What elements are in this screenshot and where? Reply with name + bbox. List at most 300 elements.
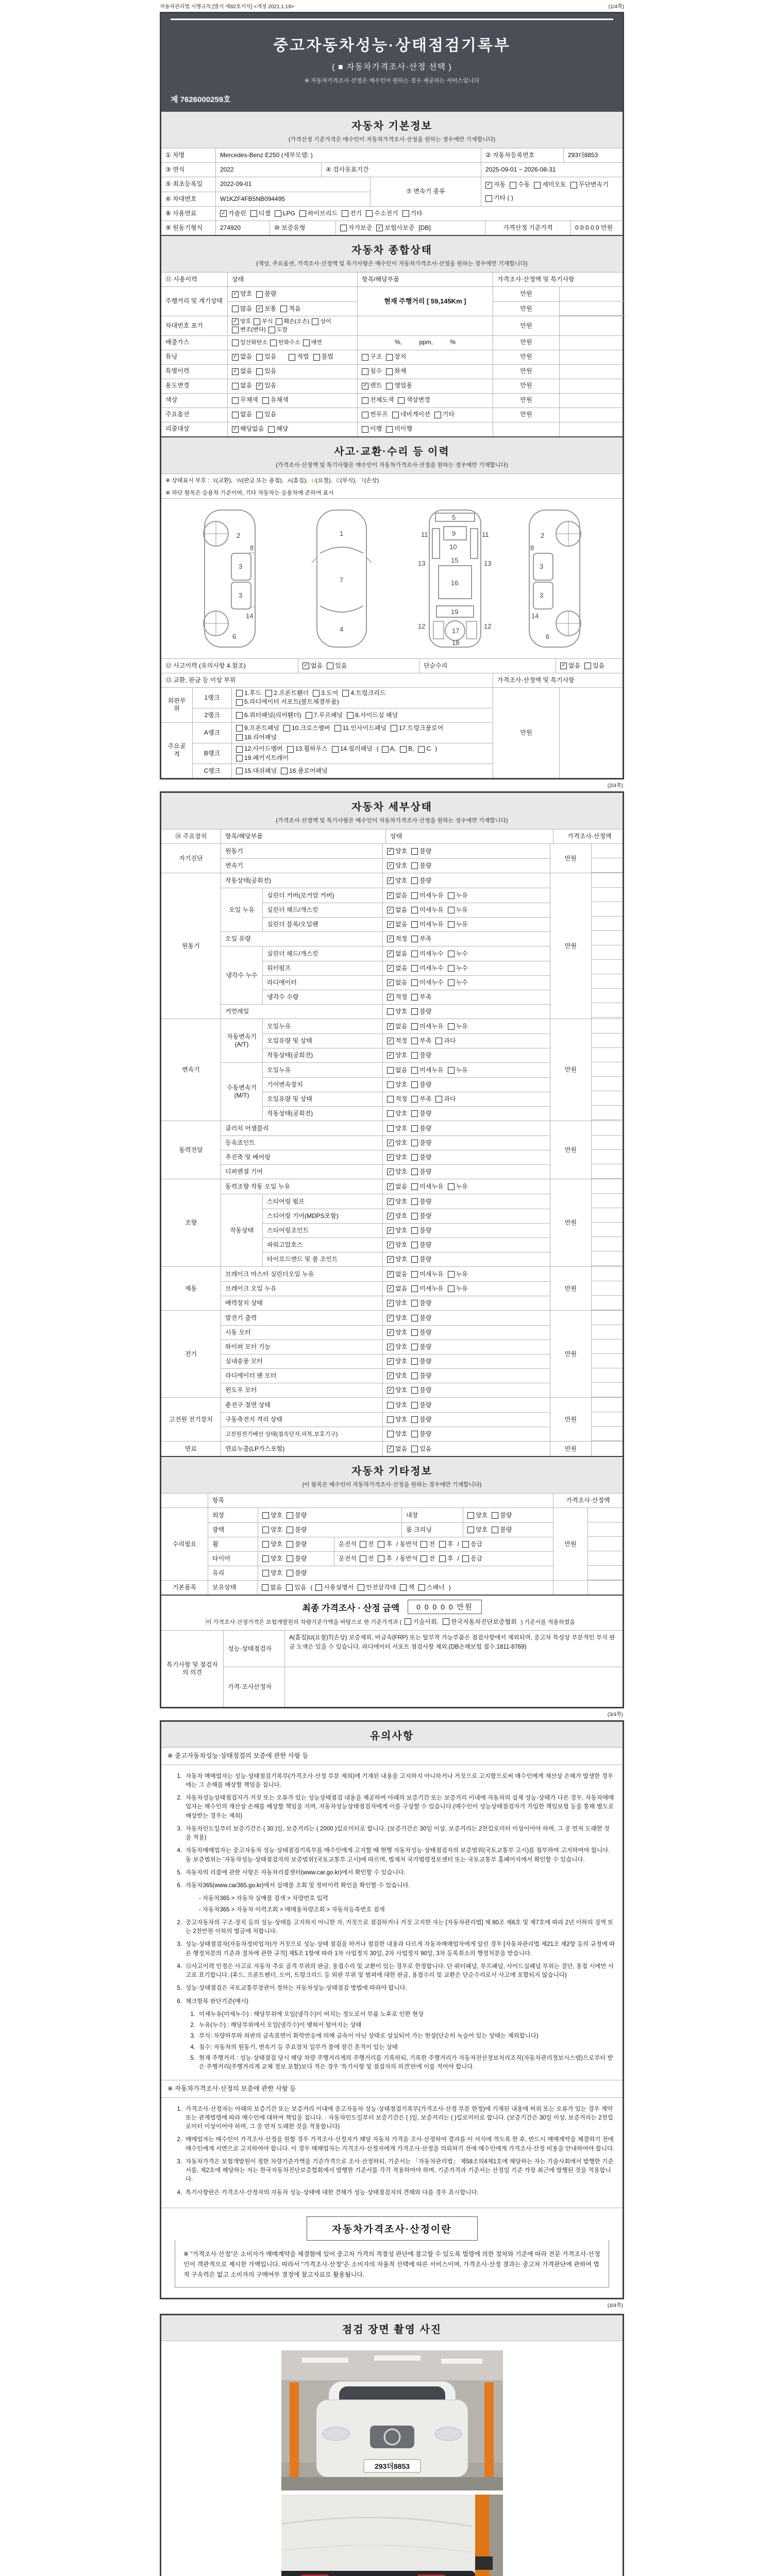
option-label: 적정 — [395, 935, 408, 943]
row-basic-items — [161, 1580, 623, 1595]
checkbox-option[interactable] — [387, 935, 407, 943]
checkbox-option[interactable] — [411, 1372, 431, 1380]
checkbox-icon — [387, 1096, 394, 1103]
checkbox-option[interactable] — [256, 353, 276, 361]
checkbox-icon — [411, 979, 418, 986]
checkbox-option[interactable] — [254, 318, 273, 325]
checkbox-option[interactable] — [327, 662, 347, 670]
status-options — [382, 859, 550, 873]
checkbox-option[interactable] — [402, 210, 423, 218]
checkbox-option[interactable] — [439, 1555, 453, 1563]
checkbox-option[interactable] — [262, 1512, 282, 1520]
label-recall: 리콜대상 — [165, 425, 190, 433]
remarks-cell — [591, 1442, 623, 1456]
row-inspector-remarks — [224, 1631, 623, 1667]
checkbox-option[interactable] — [276, 318, 310, 325]
checkbox-option[interactable] — [366, 210, 398, 218]
item-label: 발전기 출력 — [225, 1314, 257, 1321]
notice-item-number: 6. — [177, 1998, 182, 2005]
checkbox-option[interactable] — [387, 1227, 407, 1235]
checkbox-option[interactable] — [236, 724, 279, 733]
checkbox-option[interactable] — [312, 318, 331, 325]
checkbox-option[interactable] — [362, 396, 394, 404]
checkbox-option[interactable] — [387, 1023, 407, 1031]
notice-item — [186, 2054, 615, 2072]
checkbox-option[interactable] — [411, 1110, 431, 1118]
checkbox-option[interactable] — [387, 1256, 407, 1264]
option-label: 누수 — [456, 979, 468, 987]
label-base-price: 가격산정 기준가격 — [485, 221, 570, 235]
checkbox-option[interactable] — [584, 662, 604, 670]
checkbox-option[interactable] — [232, 353, 252, 361]
checkbox-option[interactable] — [411, 1168, 431, 1176]
option-label: 불량 — [500, 1526, 512, 1534]
checkbox-option[interactable] — [387, 906, 407, 914]
checkbox-option[interactable] — [411, 1052, 431, 1060]
checkbox-option[interactable] — [405, 1617, 439, 1626]
item-label: 라디에이터 — [267, 979, 297, 987]
checkbox-option[interactable] — [387, 1212, 407, 1221]
checkbox-option[interactable] — [411, 892, 443, 900]
checkbox-icon — [232, 327, 239, 333]
checkbox-option[interactable] — [386, 382, 412, 390]
checkbox-option[interactable] — [280, 305, 300, 313]
checkbox-checked-icon: ✓ — [387, 1198, 394, 1205]
checkbox-option[interactable] — [362, 411, 388, 419]
checkbox-option[interactable] — [392, 411, 430, 419]
option-label: 없음 — [311, 662, 323, 669]
option-label: 불량 — [419, 1052, 432, 1059]
checkbox-option[interactable] — [358, 1584, 396, 1592]
checkbox-option[interactable] — [299, 210, 338, 218]
checkbox-option[interactable] — [411, 1095, 431, 1104]
checkbox-option[interactable] — [315, 1584, 354, 1592]
checkbox-option[interactable] — [387, 862, 407, 870]
notice-item — [169, 1772, 615, 1790]
checkbox-option[interactable] — [382, 745, 396, 753]
checkbox-option[interactable] — [411, 848, 431, 856]
checkbox-option[interactable] — [286, 1584, 306, 1592]
remarks-band — [161, 1630, 623, 1707]
checkbox-option[interactable] — [411, 1183, 443, 1191]
checkbox-option[interactable] — [411, 1416, 431, 1424]
option-label: 17.트렁크플로어 — [398, 724, 444, 732]
checkbox-option[interactable] — [448, 1023, 468, 1031]
checkbox-option[interactable] — [256, 411, 276, 419]
checkbox-option[interactable] — [387, 1037, 407, 1045]
checkbox-icon — [411, 1198, 418, 1205]
status-options — [382, 1063, 550, 1077]
checkbox-option[interactable] — [387, 921, 407, 929]
status-options — [382, 1034, 550, 1048]
checkbox-option[interactable] — [411, 1430, 431, 1438]
tuning-item-options — [357, 350, 493, 364]
checkbox-option[interactable] — [268, 326, 288, 333]
checkbox-option[interactable] — [387, 1110, 407, 1118]
diagram-number: 13 — [483, 559, 491, 567]
checkbox-option[interactable] — [283, 724, 330, 733]
option-label: 양호 — [395, 1256, 408, 1263]
checkbox-icon — [236, 699, 243, 706]
checkbox-option[interactable] — [387, 993, 407, 1002]
status-options — [382, 1092, 550, 1106]
section-page1 — [160, 12, 624, 779]
option-label: 미세누유 — [419, 921, 444, 928]
option-label: 없음 — [240, 367, 253, 375]
checkbox-option[interactable] — [287, 1540, 307, 1549]
checkbox-option[interactable] — [265, 689, 309, 698]
checkbox-option[interactable] — [411, 1445, 431, 1453]
checkbox-option[interactable] — [340, 224, 372, 232]
option-label: 불량 — [419, 1110, 432, 1117]
checkbox-option[interactable] — [398, 396, 430, 404]
diagram-number: 3 — [539, 562, 543, 570]
notice-item-text: 자동차 매매업자는 성능·상태점검기록부(가격조사·산정 부분 제외)에 기재된 내용을 고지하지 아니하거나 거짓으로 고지함으로써 매수인에게 재산상 손해가 발생한 경우에는 그 손해를 배상할 책임을 집니다. — [186, 1773, 613, 1788]
checkbox-option[interactable] — [411, 906, 443, 914]
option-label: 전체도색 — [370, 396, 394, 404]
status-options — [382, 1078, 550, 1092]
checkbox-option[interactable] — [232, 305, 252, 313]
checkbox-option[interactable] — [236, 734, 277, 742]
checkbox-option[interactable] — [334, 724, 386, 733]
checkbox-option[interactable] — [360, 1555, 374, 1563]
checkbox-option[interactable] — [448, 892, 468, 900]
checkbox-option[interactable] — [313, 689, 338, 698]
checkbox-option[interactable] — [387, 979, 407, 987]
checkbox-option[interactable] — [411, 1081, 431, 1089]
checkbox-option[interactable] — [236, 711, 301, 720]
checkbox-option[interactable] — [448, 1183, 468, 1191]
checkbox-option[interactable] — [448, 964, 468, 973]
checkbox-option[interactable] — [411, 993, 431, 1002]
checkbox-option[interactable] — [510, 181, 530, 189]
checkbox-option[interactable] — [232, 396, 258, 404]
checkbox-option[interactable] — [418, 745, 431, 753]
option-label: 스패너 — [426, 1584, 445, 1591]
checkbox-option[interactable] — [232, 318, 251, 325]
checkbox-option[interactable] — [236, 689, 261, 698]
checkbox-option[interactable] — [411, 1343, 431, 1351]
checkbox-option[interactable] — [467, 1526, 488, 1534]
checkbox-option[interactable] — [411, 1256, 431, 1264]
notices-a-heading: ※ 중고자동차성능·상태점검의 보증에 관한 사항 등 — [167, 1752, 309, 1760]
exchange-groups — [161, 688, 493, 778]
option-label: 불량 — [295, 1511, 307, 1519]
checkbox-icon — [236, 746, 243, 753]
checkbox-option[interactable] — [281, 767, 328, 775]
col-price: 가격조사·산정액 — [553, 829, 626, 843]
checkbox-option[interactable] — [236, 745, 283, 753]
checkbox-option[interactable] — [387, 1168, 407, 1176]
option-label: 전 — [367, 1540, 374, 1548]
checkbox-option[interactable] — [232, 382, 252, 390]
checkbox-option[interactable] — [387, 1183, 407, 1191]
checkbox-option[interactable] — [387, 1052, 407, 1060]
checkbox-option[interactable] — [387, 1314, 407, 1323]
option-label: 없음 — [395, 1270, 408, 1278]
item-label: 동력조향 작동 오일 누유 — [225, 1182, 290, 1190]
checkbox-option[interactable] — [387, 1198, 407, 1206]
checkbox-option[interactable] — [448, 906, 468, 914]
legend-symbol-x: X — [212, 477, 216, 484]
checkbox-option[interactable] — [232, 411, 252, 419]
checkbox-option[interactable] — [448, 1285, 468, 1293]
checkbox-option[interactable] — [270, 339, 300, 346]
checkbox-option[interactable] — [287, 1512, 307, 1520]
checkbox-option[interactable] — [387, 1299, 407, 1308]
checkbox-option[interactable] — [411, 1401, 431, 1410]
status-options — [382, 1224, 550, 1238]
checkbox-option[interactable] — [387, 1095, 407, 1104]
checkbox-option[interactable] — [387, 1445, 407, 1453]
checkbox-icon — [366, 210, 373, 217]
checkbox-option[interactable] — [362, 382, 382, 390]
checkbox-option[interactable] — [256, 367, 276, 376]
option-label: 불법 — [321, 353, 333, 361]
checkbox-option[interactable] — [347, 711, 398, 720]
checkbox-option[interactable] — [387, 1430, 407, 1438]
checkbox-option[interactable] — [462, 1555, 482, 1563]
checkbox-option[interactable] — [411, 1358, 431, 1366]
checkbox-option[interactable] — [386, 367, 406, 376]
checkbox-option[interactable] — [462, 1540, 482, 1549]
checkbox-icon — [411, 1387, 418, 1394]
checkbox-option[interactable] — [411, 1198, 431, 1206]
checkbox-option[interactable] — [232, 290, 252, 298]
option-label: 양호 — [395, 1154, 408, 1161]
checkbox-checked-icon: ✓ — [387, 1168, 394, 1175]
option-label: 일산화탄소 — [240, 339, 268, 346]
checkbox-option[interactable] — [411, 1154, 431, 1162]
checkbox-option[interactable] — [303, 662, 323, 670]
status-options — [382, 1238, 550, 1252]
checkbox-option[interactable] — [435, 1037, 456, 1045]
sub-group-operation: 작동상태 — [229, 1226, 254, 1234]
checkbox-option[interactable] — [411, 1285, 443, 1293]
checkbox-option[interactable] — [262, 1555, 282, 1563]
checkbox-option[interactable] — [387, 1329, 407, 1337]
checkbox-option[interactable] — [287, 1526, 307, 1534]
row-vin — [161, 192, 370, 206]
checkbox-option[interactable] — [387, 1372, 407, 1380]
checkbox-option[interactable] — [387, 1125, 407, 1133]
checkbox-option[interactable] — [387, 1358, 407, 1366]
notice-item-text: ⑫사고이력 인정은 사고로 자동차 주요 골격 부위의 판금, 용접수리 및 교환이 있는 경우로 한정합니다. 단 쿼터패널, 루프패널, 사이드실패널 부위는 절단, 용접 시에만 사고로 표기합니다. (후드, 프론트펜더, 도어, 트렁크리드 등 외판 부위 및 범퍼에 대한 판금, 용접수리 및 교환은 단순수리로서 사고에 포함되지 않습니다) — [186, 1963, 614, 1979]
checkbox-option[interactable] — [236, 698, 339, 706]
checkbox-icon — [382, 746, 389, 753]
checkbox-option[interactable] — [387, 848, 407, 856]
checkbox-option[interactable] — [448, 950, 468, 958]
checkbox-option[interactable] — [411, 1299, 431, 1308]
checkbox-option[interactable] — [387, 1008, 407, 1016]
checkbox-option[interactable] — [418, 1584, 445, 1592]
checkbox-option[interactable] — [387, 1401, 407, 1410]
checkbox-option[interactable] — [387, 1285, 407, 1293]
checkbox-option[interactable] — [262, 1526, 282, 1534]
checkbox-option[interactable] — [232, 367, 252, 376]
checkbox-option[interactable] — [492, 1526, 512, 1534]
checkbox-option[interactable] — [411, 1270, 443, 1279]
option-label: 있음 — [419, 1445, 432, 1452]
price-cell: 만원 — [550, 873, 591, 1019]
checkbox-option[interactable] — [448, 979, 468, 987]
remarks-cell — [559, 350, 626, 364]
option-label: 보통 — [264, 304, 277, 312]
checkbox-option[interactable] — [411, 1125, 431, 1133]
checkbox-option[interactable] — [256, 382, 276, 390]
checkbox-option[interactable] — [411, 1329, 431, 1337]
checkbox-option[interactable] — [411, 1008, 431, 1016]
checkbox-option[interactable] — [342, 210, 362, 218]
checkbox-checked-icon: ✓ — [387, 936, 394, 942]
checkbox-option[interactable] — [303, 339, 322, 346]
checkbox-option[interactable] — [360, 1540, 374, 1549]
checkbox-option[interactable] — [387, 1081, 407, 1089]
option-label: 불량 — [419, 1008, 432, 1015]
checkbox-option[interactable] — [275, 210, 295, 218]
basic-info-title: 자동차 기본정보 — [351, 121, 432, 132]
checkbox-option[interactable] — [411, 1139, 431, 1147]
checkbox-option[interactable] — [400, 745, 414, 753]
checkbox-option[interactable] — [570, 181, 609, 189]
checkbox-option[interactable] — [262, 1540, 282, 1549]
checkbox-option[interactable] — [306, 711, 343, 720]
checkbox-option[interactable] — [232, 326, 266, 333]
checkbox-option[interactable] — [411, 921, 443, 929]
checkbox-option[interactable] — [411, 1386, 431, 1395]
checkbox-option[interactable] — [256, 290, 276, 298]
checkbox-option[interactable] — [262, 396, 289, 404]
item-label: 오일유량 및 상태 — [267, 1095, 312, 1103]
option-label: 불량 — [419, 1372, 432, 1380]
checkbox-option[interactable] — [236, 754, 289, 762]
notice-item — [186, 2021, 615, 2030]
checkbox-option[interactable] — [362, 425, 382, 433]
remarks-cell — [591, 1398, 623, 1441]
checkbox-option[interactable] — [411, 877, 431, 885]
checkbox-option[interactable] — [236, 767, 277, 775]
col-condition: 상태 — [385, 829, 553, 843]
option-label: 불량 — [419, 1416, 432, 1423]
diagram-number: 7 — [339, 575, 343, 584]
option-label: 양호 — [395, 1416, 408, 1423]
checkbox-option[interactable] — [362, 367, 382, 376]
checkbox-option[interactable] — [534, 181, 566, 189]
checkbox-icon — [256, 291, 263, 298]
notice-item-text: 체크항목 판단기준(예시) — [186, 1998, 248, 2005]
remarks-cell — [591, 1121, 623, 1179]
checkbox-option[interactable] — [434, 411, 455, 419]
checkbox-option[interactable] — [443, 1617, 517, 1626]
checkbox-option[interactable] — [262, 1569, 282, 1578]
checkbox-option[interactable] — [287, 1569, 307, 1578]
checkbox-option[interactable] — [387, 1154, 407, 1162]
checkbox-icon — [265, 690, 272, 697]
option-label: 적음 — [289, 304, 301, 312]
checkbox-option[interactable] — [362, 353, 382, 361]
col-item-part: 항목/해당부품 — [357, 273, 493, 286]
checkbox-option[interactable] — [220, 210, 246, 218]
checkbox-option[interactable] — [256, 305, 276, 313]
checkbox-option[interactable] — [411, 950, 443, 958]
checkbox-option[interactable] — [387, 1241, 407, 1249]
checkbox-option[interactable] — [262, 1584, 282, 1592]
checkbox-option[interactable] — [289, 353, 309, 361]
checkbox-option[interactable] — [448, 921, 468, 929]
checkbox-option[interactable] — [387, 1386, 407, 1395]
checkbox-option[interactable] — [411, 979, 443, 987]
checkbox-option[interactable] — [400, 1584, 414, 1592]
checkbox-option[interactable] — [411, 1241, 431, 1249]
checkbox-option[interactable] — [342, 689, 385, 698]
checkbox-option[interactable] — [485, 181, 506, 189]
option-label: 양호 — [271, 1511, 283, 1519]
checkbox-option[interactable] — [387, 877, 407, 885]
diagram-number: 12 — [483, 622, 491, 630]
checkbox-option[interactable] — [435, 1095, 456, 1104]
checkbox-option[interactable] — [250, 210, 271, 218]
status-options — [382, 1252, 550, 1266]
checkbox-option[interactable] — [387, 1139, 407, 1147]
checkbox-option[interactable] — [387, 964, 407, 973]
checkbox-option[interactable] — [448, 1066, 468, 1075]
checkbox-icon — [256, 412, 263, 418]
checkbox-option[interactable] — [439, 1540, 453, 1549]
checkbox-option[interactable] — [492, 1512, 512, 1520]
checkbox-option[interactable] — [387, 1066, 407, 1075]
checkbox-option[interactable] — [387, 1416, 407, 1424]
checkbox-option[interactable] — [411, 862, 431, 870]
checkbox-option[interactable] — [411, 1023, 443, 1031]
checkbox-option[interactable] — [387, 1343, 407, 1351]
checkbox-option[interactable] — [378, 1540, 392, 1549]
checkbox-option[interactable] — [411, 1037, 431, 1045]
checkbox-option[interactable] — [560, 662, 580, 670]
checkbox-option[interactable] — [287, 745, 328, 753]
checkbox-option[interactable] — [313, 353, 333, 361]
basic-info-note: (가격산정 기준가격은 매수인이 자동차가격조사·산정을 원하는 경우에만 기재합니다) — [288, 137, 496, 143]
checkbox-option[interactable] — [386, 353, 406, 361]
checkbox-option[interactable] — [232, 339, 267, 346]
checkbox-option[interactable] — [387, 892, 407, 900]
checkbox-option[interactable] — [411, 1066, 443, 1075]
checkbox-option[interactable] — [387, 1270, 407, 1279]
checkbox-option[interactable] — [411, 964, 443, 973]
warranty-options — [335, 221, 485, 235]
checkbox-option[interactable] — [287, 1555, 307, 1563]
checkbox-option[interactable] — [378, 1555, 392, 1563]
notice-item-number: 1. — [190, 2011, 195, 2018]
checkbox-option[interactable] — [485, 194, 513, 202]
checkbox-option[interactable] — [421, 1540, 435, 1549]
checkbox-option[interactable] — [391, 724, 443, 733]
checkbox-option[interactable] — [448, 1270, 468, 1279]
color-options — [227, 394, 357, 408]
checkbox-option[interactable] — [411, 935, 431, 943]
checkbox-option[interactable] — [421, 1555, 435, 1563]
checkbox-option[interactable] — [268, 425, 288, 433]
checkbox-option[interactable] — [387, 950, 407, 958]
checkbox-option[interactable] — [332, 745, 373, 753]
checkbox-option[interactable] — [411, 1212, 431, 1221]
checkbox-option[interactable] — [376, 224, 414, 232]
checkbox-option[interactable] — [411, 1227, 431, 1235]
option-label: 매연 — [311, 339, 322, 346]
checkbox-option[interactable] — [467, 1512, 488, 1520]
checkbox-option[interactable] — [411, 1314, 431, 1323]
checkbox-option[interactable] — [386, 425, 412, 433]
checkbox-option[interactable] — [232, 425, 264, 433]
